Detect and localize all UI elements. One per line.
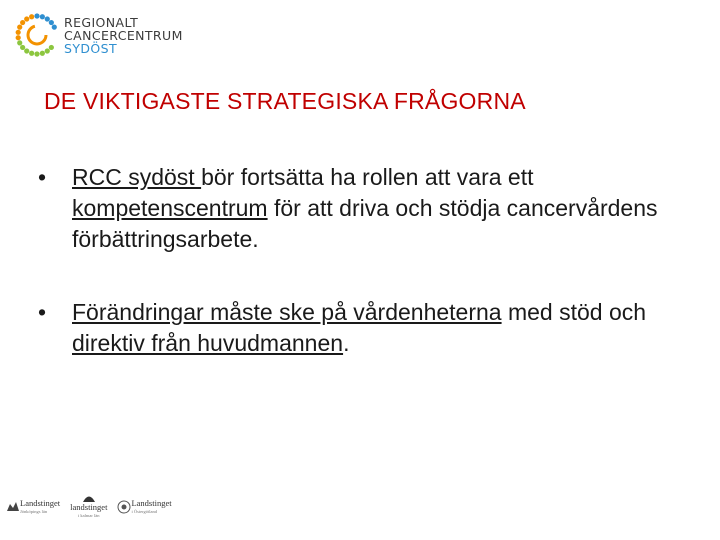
footer-logos (6, 494, 182, 520)
footer-logo-name: Landstinget (20, 497, 61, 508)
footer-logo-name: landstinget (70, 502, 108, 512)
footer-logo-text (131, 499, 171, 516)
bullet-segment: bör fortsätta ha rollen att vara ett (201, 164, 534, 190)
bullet-segment: direktiv från huvudmannen (72, 330, 344, 356)
rcc-logo-text (64, 16, 183, 55)
bullet-list (38, 162, 678, 401)
logo-line-3: SYDÖST (64, 40, 118, 56)
footer-logo-text (20, 499, 60, 516)
footer-logo-jonkoping (6, 499, 60, 516)
bullet-marker: • (38, 299, 47, 325)
footer-logo-sub: i Östergötland (131, 508, 157, 514)
logo-line-2: CANCERCENTRUM (64, 27, 183, 43)
footer-logo-kalmar (70, 494, 107, 520)
bullet-segment: Förändringar måste ske på vårdenheterna (72, 299, 502, 325)
footer-logo-sub: i kalmar län (78, 513, 100, 518)
bullet-segment: . (343, 330, 350, 356)
landstinget-ostergotland-icon (117, 500, 131, 514)
landstinget-jonkoping-icon (6, 500, 20, 514)
bullet-segment: RCC sydöst (72, 164, 202, 190)
footer-logo-sub: Jönköpings län (20, 508, 48, 514)
logo-line-1: REGIONALT (64, 14, 139, 30)
bullet-marker: • (38, 164, 47, 190)
rcc-logo (14, 12, 183, 58)
rcc-sun-ring-icon (14, 12, 60, 58)
bullet-segment: med stöd och (501, 299, 647, 325)
footer-logo-ostergotland (117, 499, 171, 516)
footer-logo-text (70, 503, 107, 520)
bullet-item (38, 297, 678, 359)
bullet-segment: kompetenscentrum (72, 195, 268, 221)
footer-logo-name: Landstinget (131, 497, 172, 508)
bullet-segment: för att driva och stödja cancervårdens förbättringsarbete. (72, 195, 658, 252)
page-title: DE VIKTIGASTE STRATEGISKA FRÅGORNA (44, 88, 526, 114)
bullet-item (38, 162, 678, 255)
